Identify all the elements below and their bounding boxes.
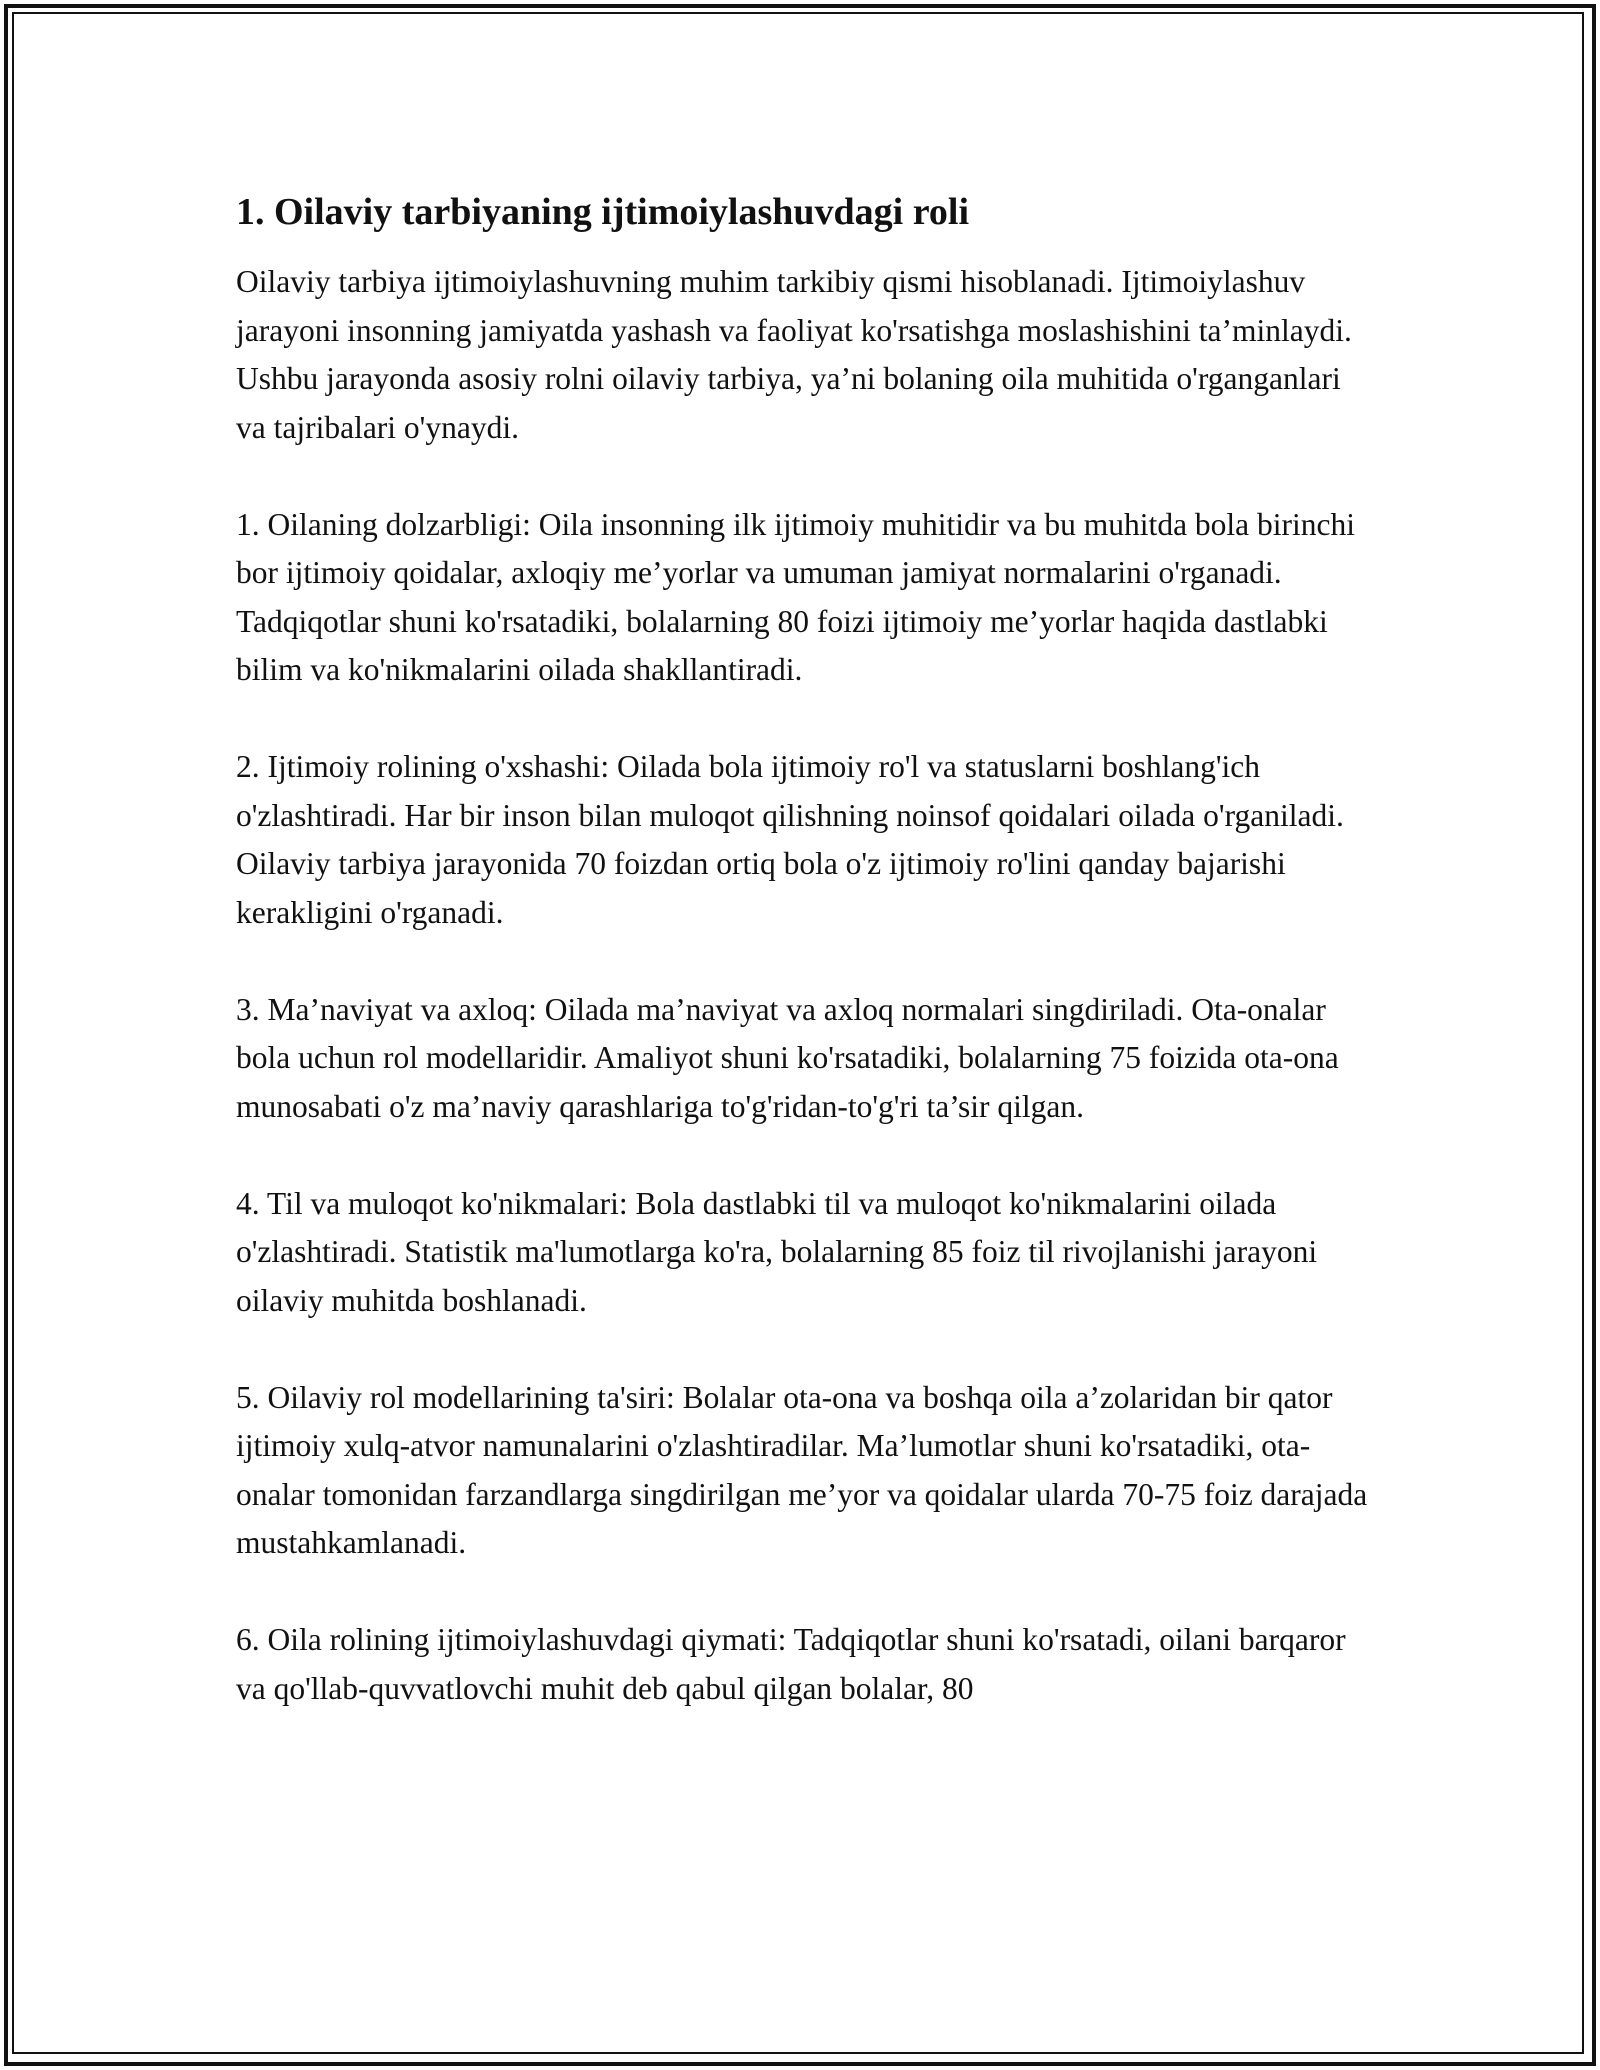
intro-paragraph: Oilaviy tarbiya ijtimoiylashuvning muhim tarkibiy qismi hisoblanadi. Ijtimoiylashuv jarayoni insonning jamiyatda yashash va faoliyat ko'rsatishga moslashishini ta’minlaydi. Ushbu jarayonda asosiy rolni oilaviy tarbiya, ya’ni bolaning oila muhitida o'rganganlari va tajribalari o'ynaydi. [236,264,1352,445]
paragraph-manaviyat-axloq: 3. Ma’naviyat va axloq: Oilada ma’naviyat va axloq normalari singdiriladi. Ota-onalar bola uchun rol modellaridir. Amaliyot shuni ko'rsatadiki, bolalarning 75 foizida ota-ona munosabati o'z ma’naviy qarashlariga to'g'ridan-to'g'ri ta’sir qilgan. [236,991,1339,1124]
paragraph-ijtimoiy-rol: 2. Ijtimoiy rolining o'xshashi: Oilada bola ijtimoiy ro'l va statuslarni boshlang'ich o'zlashtiradi. Har bir inson bilan muloqot qilishning noinsof qoidalari oilada o'rganiladi. Oilaviy tarbiya jarayonida 70 foizdan ortiq bola o'z ijtimoiy ro'lini qanday bajarishi kerakligini o'rganadi. [236,749,1344,930]
document-title: 1. Oilaviy tarbiyaning ijtimoiylashuvdagi roli [236,191,970,233]
paragraph-oila-qiymati: 6. Oila rolining ijtimoiylashuvdagi qiymati: Tadqiqotlar shuni ko'rsatadi, oilani barqaror va qo'llab-quvvatlovchi muhit deb qabul qilgan bolalar, 80 [236,1622,1346,1706]
paragraph-til-muloqot: 4. Til va muloqot ko'nikmalari: Bola dastlabki til va muloqot ko'nikmalarini oilada o'zlashtiradi. Statistik ma'lumotlarga ko'ra, bolalarning 85 foiz til rivojlanishi jarayoni oilaviy muhitda boshlanadi. [236,1185,1318,1318]
document-body [236,186,1376,1762]
paragraph-oila-dolzarbligi: 1. Oilaning dolzarbligi: Oila insonning ilk ijtimoiy muhitidir va bu muhitda bola birinchi bor ijtimoiy qoidalar, axloqiy me’yorlar va umuman jamiyat normalarini o'rganadi. Tadqiqotlar shuni ko'rsatadiki, bolalarning 80 foizi ijtimoiy me’yorlar haqida dastlabki bilim va ko'nikmalarini oilada shakllantiradi. [236,506,1356,687]
paragraph-rol-modellari: 5. Oilaviy rol modellarining ta'siri: Bolalar ota-ona va boshqa oila a’zolaridan bir qator ijtimoiy xulq-atvor namunalarini o'zlashtiradilar. Ma’lumotlar shuni ko'rsatadiki, ota-onalar tomonidan farzandlarga singdirilgan me’yor va qoidalar ularda 70-75 foiz darajada mustahkamlanadi. [236,1379,1368,1560]
